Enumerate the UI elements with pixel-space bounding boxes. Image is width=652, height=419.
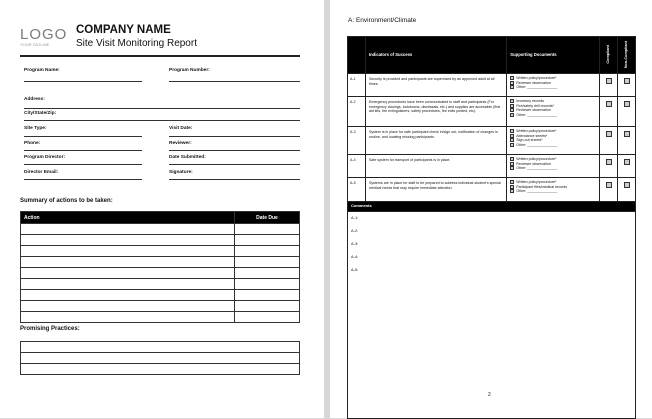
page-1 xyxy=(0,0,324,418)
supporting-docs-header: Supporting Documents xyxy=(507,37,600,74)
checkbox[interactable] xyxy=(510,134,514,138)
comment-id: A-2: xyxy=(351,227,359,233)
date-due-cell[interactable] xyxy=(235,235,300,246)
visit-date-field[interactable] xyxy=(169,136,300,137)
checkbox[interactable] xyxy=(510,85,514,89)
table-row xyxy=(21,364,300,375)
signature-field[interactable] xyxy=(169,179,300,180)
checkbox[interactable] xyxy=(510,76,514,80)
non-compliant-checkbox[interactable] xyxy=(624,131,630,137)
page-2 xyxy=(330,0,652,418)
indicators-header-row xyxy=(348,37,636,74)
indicator-row xyxy=(348,74,636,97)
non-compliant-header: Non-Compliant xyxy=(624,40,629,68)
indicators-header: Indicators of Success xyxy=(365,37,506,74)
checkbox[interactable] xyxy=(510,157,514,161)
action-cell[interactable] xyxy=(21,235,235,246)
table-row xyxy=(21,279,300,290)
checkbox[interactable] xyxy=(510,99,514,103)
comments-area[interactable] xyxy=(348,211,636,418)
checkbox[interactable] xyxy=(510,113,514,117)
indicator-text: Safe system for transport of participants is in place. xyxy=(365,155,506,178)
practice-cell[interactable] xyxy=(21,353,300,364)
comments-header: Comments xyxy=(348,202,636,212)
compliant-checkbox[interactable] xyxy=(606,182,612,188)
program-name-label: Program Name: xyxy=(24,68,60,73)
report-title: Site Visit Monitoring Report xyxy=(76,38,197,49)
address-field[interactable] xyxy=(24,108,300,109)
table-row xyxy=(21,290,300,301)
date-due-cell[interactable] xyxy=(235,301,300,312)
reviewer-label: Reviewer: xyxy=(169,141,192,146)
section-title: A: Environment/Climate xyxy=(348,17,417,24)
comments-row xyxy=(348,211,636,418)
indicator-row xyxy=(348,155,636,178)
compliant-checkbox[interactable] xyxy=(606,159,612,165)
indicators-table xyxy=(347,36,636,419)
comments-header-row xyxy=(348,202,636,212)
row-id: A-2 xyxy=(348,97,366,127)
table-row xyxy=(21,342,300,353)
director-email-label: Director Email: xyxy=(24,170,59,175)
supporting-docs: Written policy/procedure* Attendance sheets* Sign-out sheets* Other: _______________ xyxy=(507,127,600,155)
compliant-checkbox[interactable] xyxy=(606,101,612,107)
indicator-row xyxy=(348,97,636,127)
date-due-cell[interactable] xyxy=(235,290,300,301)
non-compliant-checkbox[interactable] xyxy=(624,182,630,188)
indicator-text: System is in place for safe participant check in/sign out, notification of changes in routine, and locating missing participants. xyxy=(365,127,506,155)
row-id: A-5 xyxy=(348,178,366,202)
program-director-label: Program Director: xyxy=(24,155,66,160)
indicator-row xyxy=(348,127,636,155)
action-column-header: Action xyxy=(21,212,235,224)
phone-label: Phone: xyxy=(24,141,41,146)
indicator-text: Systems are in place for staff to be prepared to address individual student's special medical needs that may require immediate attention. xyxy=(365,178,506,202)
compliant-header: Compliant xyxy=(606,44,611,64)
practice-cell[interactable] xyxy=(21,342,300,353)
supporting-docs: Written policy/procedure* Reviewer observation Other: _______________ xyxy=(507,155,600,178)
reviewer-field[interactable] xyxy=(169,150,300,151)
action-cell[interactable] xyxy=(21,246,235,257)
address-label: Address: xyxy=(24,97,45,102)
action-cell[interactable] xyxy=(21,257,235,268)
date-submitted-label: Date Submitted: xyxy=(169,155,206,160)
site-type-label: Site Type: xyxy=(24,126,47,131)
header-divider xyxy=(20,55,300,57)
program-number-field[interactable] xyxy=(169,81,300,82)
table-row xyxy=(21,301,300,312)
checkbox[interactable] xyxy=(510,162,514,166)
company-logo: LOGO YOUR TAGLINE xyxy=(20,26,68,47)
checkbox[interactable] xyxy=(510,81,514,85)
action-cell[interactable] xyxy=(21,224,235,235)
phone-field[interactable] xyxy=(24,150,142,151)
action-cell[interactable] xyxy=(21,279,235,290)
practice-cell[interactable] xyxy=(21,364,300,375)
checkbox[interactable] xyxy=(510,104,514,108)
signature-label: Signature: xyxy=(169,170,193,175)
promising-practices-title: Promising Practices: xyxy=(20,326,80,332)
company-name: COMPANY NAME xyxy=(76,24,171,36)
row-id: A-1 xyxy=(348,74,366,97)
non-compliant-checkbox[interactable] xyxy=(624,159,630,165)
comment-id: A-1: xyxy=(351,214,359,220)
table-row xyxy=(21,353,300,364)
table-row xyxy=(21,235,300,246)
table-row xyxy=(21,268,300,279)
indicator-text: Emergency procedures have been communicated to staff and participants (For emergency closings, lockdowns, dismissals, etc.) and supplies are accessible (first aid kits, fire extinguishers, safety procedures, fire exits posted, etc). xyxy=(365,97,506,127)
actions-title: Summary of actions to be taken: xyxy=(20,198,113,204)
supporting-docs: Written policy/procedure* Reviewer observation Other: _______________ xyxy=(507,74,600,97)
city-state-zip-field[interactable] xyxy=(24,120,300,121)
city-state-zip-label: City/State/Zip: xyxy=(24,111,57,116)
table-row xyxy=(21,246,300,257)
checkbox[interactable] xyxy=(510,185,514,189)
table-row xyxy=(21,224,300,235)
supporting-docs: Inventory records Fire/safety drill records* Reviewer observation Other: _______________ xyxy=(507,97,600,127)
table-row xyxy=(21,312,300,323)
indicator-text: Security is provided and participants are supervised by an approved adult at all times. xyxy=(365,74,506,97)
non-compliant-checkbox[interactable] xyxy=(624,101,630,107)
actions-header-row xyxy=(21,212,300,224)
date-due-cell[interactable] xyxy=(235,279,300,290)
date-due-cell[interactable] xyxy=(235,268,300,279)
site-type-field[interactable] xyxy=(24,136,142,137)
page-number: 2 xyxy=(488,392,491,398)
date-due-cell[interactable] xyxy=(235,224,300,235)
date-due-cell[interactable] xyxy=(235,246,300,257)
compliant-checkbox[interactable] xyxy=(606,78,612,84)
promising-practices-table xyxy=(20,341,300,375)
action-cell[interactable] xyxy=(21,301,235,312)
row-id: A-4 xyxy=(348,155,366,178)
table-row xyxy=(21,257,300,268)
checkbox[interactable] xyxy=(510,189,514,193)
comment-id: A-5: xyxy=(351,266,359,272)
non-compliant-checkbox[interactable] xyxy=(624,78,630,84)
actions-table xyxy=(20,211,300,323)
director-email-field[interactable] xyxy=(24,179,142,180)
checkbox[interactable] xyxy=(510,143,514,147)
checkbox[interactable] xyxy=(510,108,514,112)
checkbox[interactable] xyxy=(510,166,514,170)
program-director-field[interactable] xyxy=(24,164,142,165)
action-cell[interactable] xyxy=(21,268,235,279)
comment-id: A-3: xyxy=(351,240,359,246)
checkbox[interactable] xyxy=(510,180,514,184)
date-due-column-header: Date Due xyxy=(235,212,300,224)
supporting-docs: Written policy/procedure* Participant files/medical records Other: _______________ xyxy=(507,178,600,202)
compliant-checkbox[interactable] xyxy=(606,131,612,137)
date-due-cell[interactable] xyxy=(235,312,300,323)
date-due-cell[interactable] xyxy=(235,257,300,268)
checkbox[interactable] xyxy=(510,138,514,142)
action-cell[interactable] xyxy=(21,290,235,301)
action-cell[interactable] xyxy=(21,312,235,323)
program-name-field[interactable] xyxy=(24,81,142,82)
comment-id: A-4: xyxy=(351,253,359,259)
program-number-label: Program Number: xyxy=(169,68,210,73)
visit-date-label: Visit Date: xyxy=(169,126,193,131)
indicator-row xyxy=(348,178,636,202)
row-id: A-3 xyxy=(348,127,366,155)
date-submitted-field[interactable] xyxy=(169,164,300,165)
checkbox[interactable] xyxy=(510,129,514,133)
